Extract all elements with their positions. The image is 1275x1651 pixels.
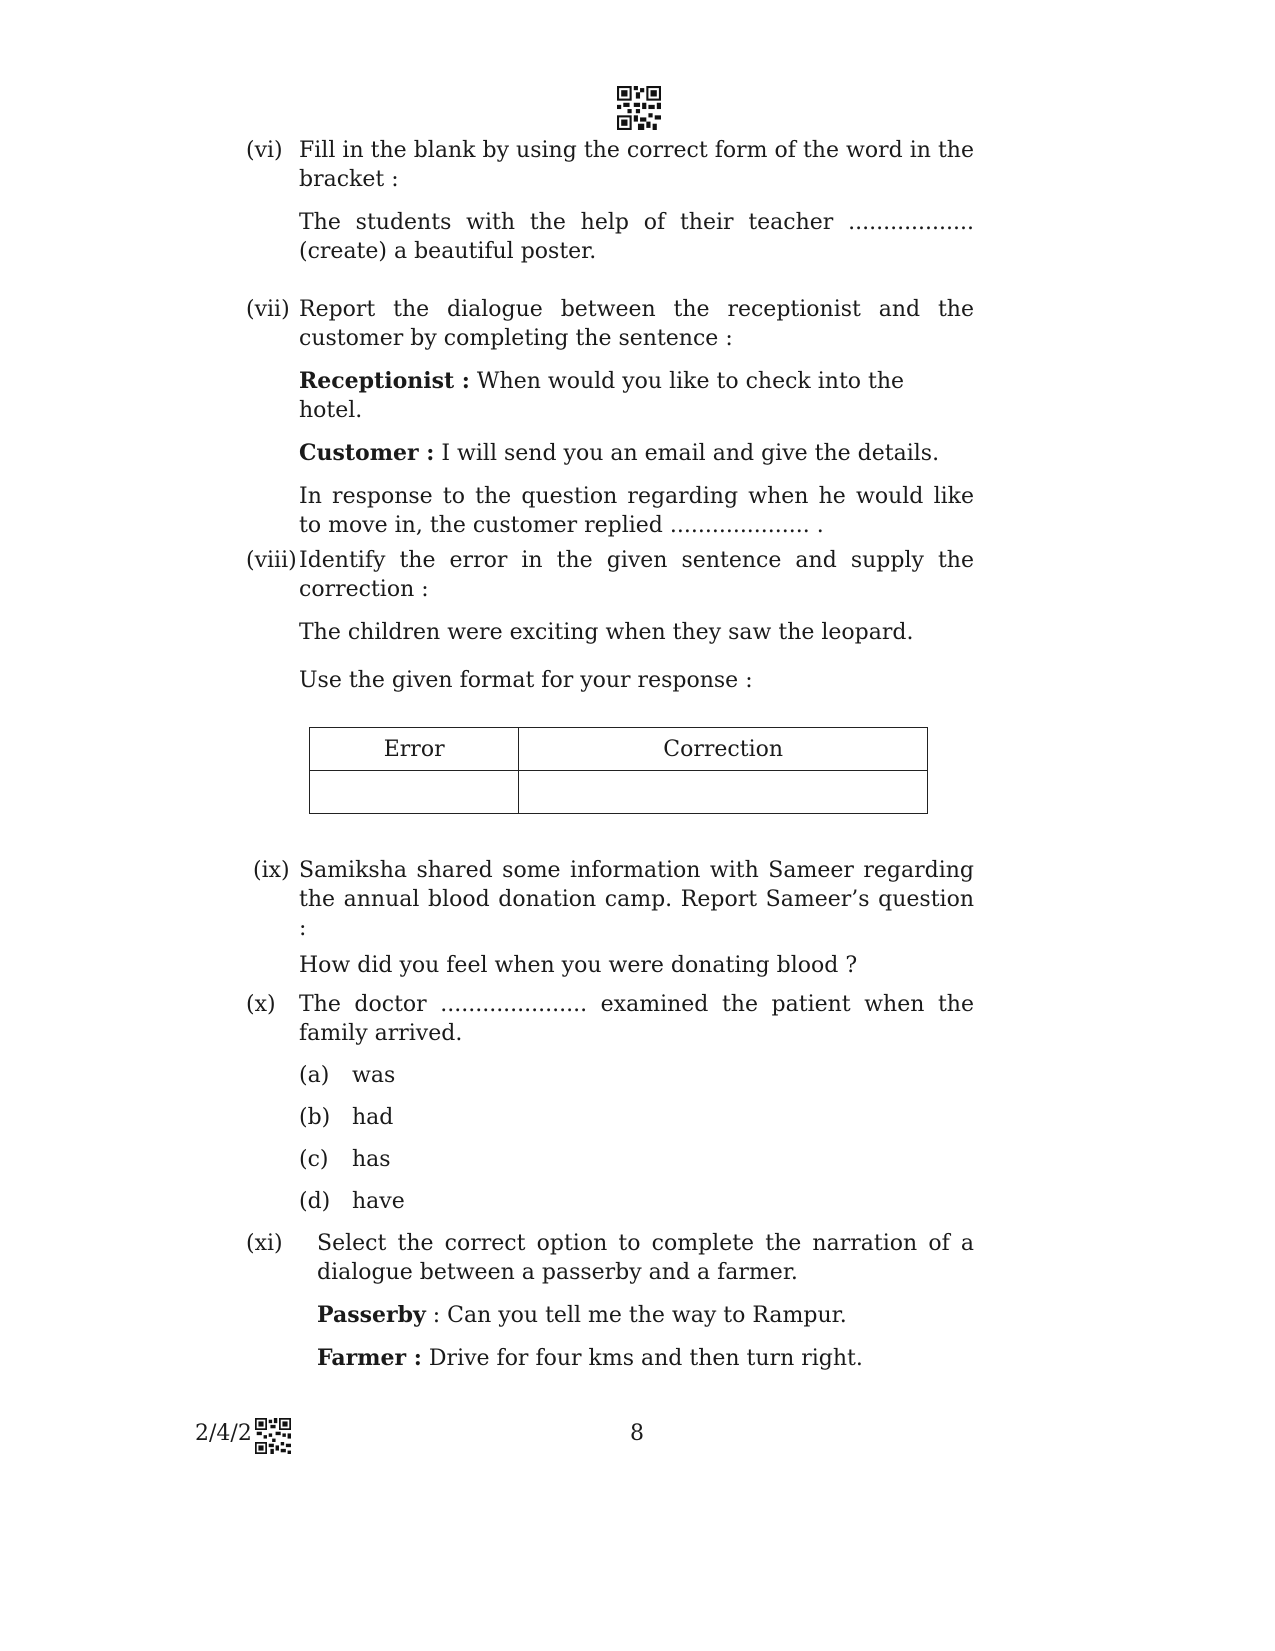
question-number: (ix)	[253, 858, 290, 883]
option-a	[299, 1061, 974, 1090]
question-vii	[246, 295, 974, 540]
correction-answer-cell	[519, 771, 928, 814]
question-x	[246, 990, 974, 1216]
error-correction-table	[309, 727, 928, 814]
question-number: (viii)	[246, 548, 297, 573]
dialogue-text: : Can you tell me the way to Rampur.	[425, 1303, 847, 1328]
option-text: has	[352, 1147, 391, 1172]
option-label: (a)	[299, 1063, 330, 1088]
dialogue-text: When would you like to check into the hotel.	[299, 369, 905, 423]
question-vi	[246, 136, 974, 266]
option-text: was	[352, 1063, 396, 1088]
option-b	[299, 1103, 974, 1132]
option-d	[299, 1187, 974, 1216]
question-sentence: The children were exciting when they saw the leopard.	[299, 620, 914, 645]
speaker-label: Receptionist :	[299, 368, 470, 394]
dialogue-line	[299, 439, 974, 468]
question-instruction: Identify the error in the given sentence and supply the correction :	[299, 548, 974, 602]
question-xi	[246, 1229, 974, 1373]
option-label: (d)	[299, 1189, 331, 1214]
dialogue-line	[299, 367, 974, 425]
question-viii	[246, 546, 974, 695]
question-instruction: Samiksha shared some information with Sameer regarding the annual blood donation camp. Report Sameer’s question :	[299, 858, 974, 941]
dialogue-line	[317, 1344, 974, 1373]
question-instruction: Select the correct option to complete the narration of a dialogue between a passerby and a farmer.	[317, 1231, 974, 1285]
dialogue-text: Drive for four kms and then turn right.	[421, 1346, 863, 1371]
option-text: have	[352, 1189, 405, 1214]
option-label: (c)	[299, 1147, 329, 1172]
speaker-label: Farmer :	[317, 1345, 422, 1371]
question-number: (vi)	[246, 138, 283, 163]
question-instruction: Fill in the blank by using the correct form of the word in the bracket :	[299, 138, 974, 192]
speaker-label: Passerby	[317, 1302, 426, 1328]
option-label: (b)	[299, 1105, 331, 1130]
completion-sentence: In response to the question regarding when he would like to move in, the customer replied .................... .	[299, 484, 974, 538]
qr-code-icon	[617, 86, 661, 130]
qr-code-icon	[255, 1418, 291, 1454]
paper-code: 2/4/2	[195, 1421, 252, 1446]
question-number: (vii)	[246, 297, 290, 322]
dialogue-text: I will send you an email and give the details.	[434, 441, 940, 466]
question-sentence: The students with the help of their teacher .................. (create) a beautiful poster.	[299, 210, 974, 264]
option-text: had	[352, 1105, 394, 1130]
option-c	[299, 1145, 974, 1174]
question-ix	[246, 856, 974, 980]
question-instruction: Report the dialogue between the receptionist and the customer by completing the sentence :	[299, 297, 974, 351]
page-number: 8	[630, 1421, 644, 1446]
table-header-error: Error	[310, 728, 519, 771]
question-number: (x)	[246, 992, 276, 1017]
speaker-label: Customer :	[299, 440, 435, 466]
table-header-correction: Correction	[519, 728, 928, 771]
question-sentence: The doctor ..................... examined the patient when the family arrived.	[299, 992, 974, 1046]
format-note: Use the given format for your response :	[299, 668, 753, 693]
question-sentence: How did you feel when you were donating blood ?	[299, 953, 858, 978]
question-number: (xi)	[246, 1231, 283, 1256]
dialogue-line	[317, 1301, 974, 1330]
error-answer-cell	[310, 771, 519, 814]
